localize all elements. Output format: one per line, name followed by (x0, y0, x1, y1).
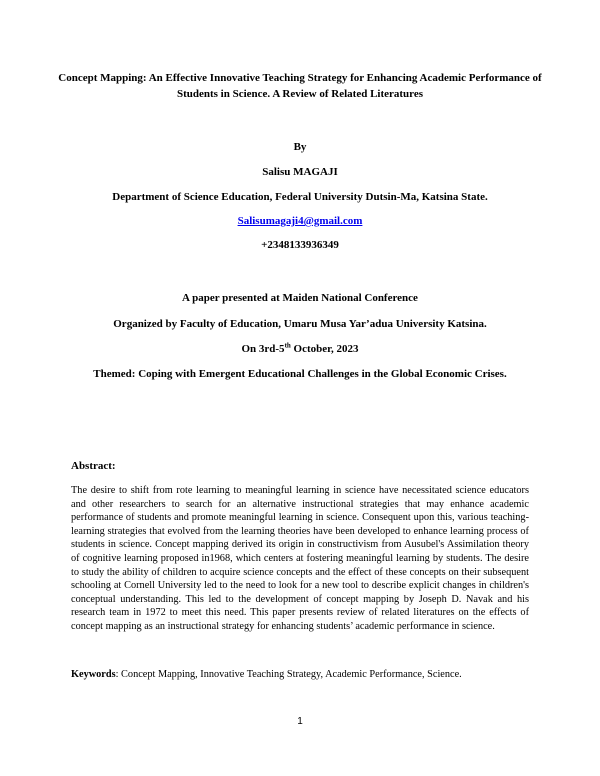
author-affiliation: Department of Science Education, Federal University Dutsin-Ma, Katsina State. (112, 191, 488, 203)
author-phone: +2348133936349 (261, 239, 339, 251)
conference-line: A paper presented at Maiden National Conference (182, 292, 418, 304)
date-suffix: October, 2023 (290, 343, 359, 355)
keywords-label: Keywords (71, 669, 116, 680)
conference-theme: Themed: Coping with Emergent Educational Challenges in the Global Economic Crises. (93, 368, 507, 380)
abstract-heading: Abstract: (71, 460, 116, 472)
author-email-link[interactable]: Salisumagaji4@gmail.com (237, 215, 363, 227)
organizer-line: Organized by Faculty of Education, Umaru Musa Yar’adua University Katsina. (113, 318, 487, 330)
author-name: Salisu MAGAJI (262, 166, 338, 178)
keywords-line (71, 668, 541, 682)
by-label: By (293, 141, 307, 153)
paper-title: Concept Mapping: An Effective Innovative Teaching Strategy for Enhancing Academic Performance of Students in Science. A Review of Related Literatures (58, 72, 542, 100)
conference-date (40, 341, 560, 357)
keywords-text: : Concept Mapping, Innovative Teaching Strategy, Academic Performance, Science. (115, 669, 462, 680)
abstract-body: The desire to shift from rote learning to meaningful learning in science have necessitated science educators and other researchers to search for an alternative instructional strategies that may enhance academic performance of students and promote meaningful learning in science. Consequent upon this, various teaching-learning strategies that evolved from the learning theories have been developed to enhance learning process of students in science. Concept mapping derived its origin in constructivism from Ausubel's Assimilation theory of cognitive learning proposed in1968, which centers at fostering meaningful learning by students. The desire to study the ability of children to acquire science concepts and the effect of these concepts on their subsequent schooling at Cornell University led to the need to look for a new tool to describe explicit changes in children's conceptual understanding. This led to the development of concept mapping by Joseph D. Navak and his research team in 1972 to meet this need. This paper presents review of related literatures on the effects of concept mapping as an instructional strategy for enhancing students’ academic performance in science. (71, 485, 529, 632)
date-superscript: th (284, 341, 291, 350)
date-prefix: On 3rd-5 (241, 343, 285, 355)
page-number: 1 (297, 716, 303, 727)
